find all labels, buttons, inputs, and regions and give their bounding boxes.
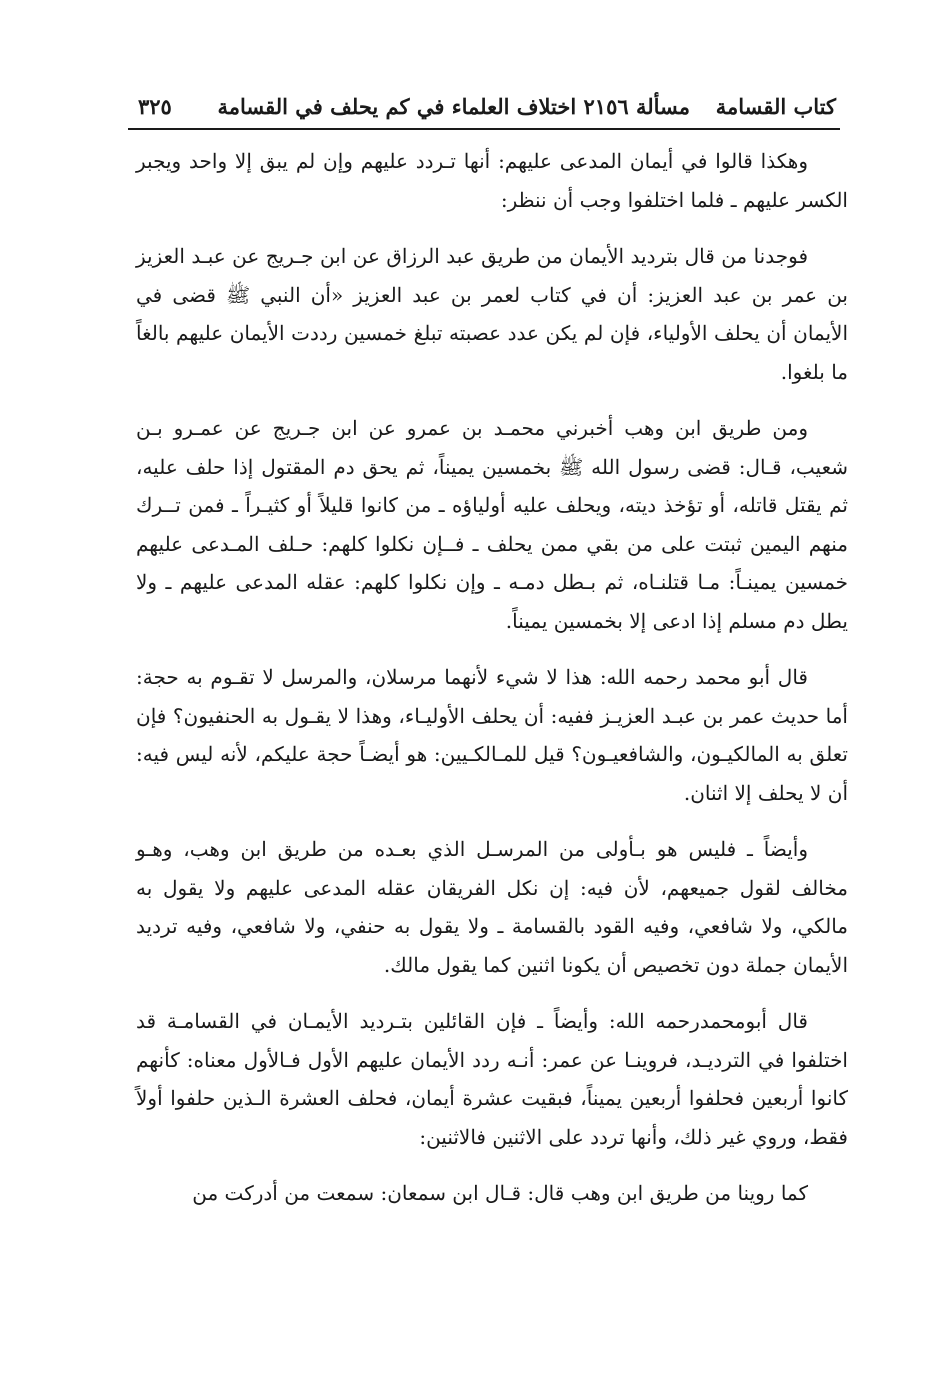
paragraph: ومن طريق ابن وهب أخبرني محمـد بن عمرو عن ابن جـريج عن عمـرو بـن شعيب، قـال: قضى رسول الله ﷺ بخمسين يميناً، ثم يحق دم المقتول إذا حلف عليه، ثم يقتل قاتله، أو تؤخذ ديته، ويحلف عليه أولياؤه ـ من كانوا قليلاً أو كثيـراً ـ فمن تــرك منهم اليمين ثبتت على من بقي ممن يحلف ـ فــإن نكلوا كلهم: حـلف المـدعى عليهم خمسين يمينـاً: مـا قتلنـاه، ثم بـطل دمـه ـ وإن نكلوا كلهم: عقله المدعى عليهم ـ ولا يطل دم مسلم إذا ادعى إلا بخمسين يميناً. [136,416,848,633]
header-book-title: كتاب القسامة [715,94,836,119]
running-header [128,86,840,130]
paragraph: وأيضاً ـ فليس هو بـأولى من المرسـل الذي بعـده من طريق ابن وهب، وهـو مخالف لقول جميعهم، لأن فيه: إن نكل الفريقان عقله المدعى عليهم ولا يقول به مالكي، ولا شافعي، وفيه القود بالقسامة ـ ولا يقول به حنفي، ولا شافعي، وفيه ترديد الأيمان جملة دون تخصيص أن يكونا اثنين كما يقول مالك. [136,837,848,977]
paragraph: كما روينا من طريق ابن وهب قال: قـال ابن سمعان: سمعت من أدركت من [192,1181,808,1205]
paragraph: فوجدنا من قال بترديد الأيمان من طريق عبد الرزاق عن ابن جـريج عن عبـد العزيز بن عمر بن عبد العزيز: أن في كتاب لعمر بن عبد العزيز «أن النبي ﷺ قضى في الأيمان أن يحلف الأولياء، فإن لم يكن عدد عصبته تبلغ خمسين رددت الأيمان عليهم بالغاً ما بلغوا. [136,244,848,384]
paragraph: وهكذا قالوا في أيمان المدعى عليهم: أنها تـردد عليهم وإن لم يبق إلا واحد ويجبر الكسر عليهم ـ فلما اختلفوا وجب أن ننظر: [136,149,848,212]
header-issue-title: مسألة ٢١٥٦ اختلاف العلماء في كم يحلف في القسامة [217,94,690,119]
page-number: ٣٢٥ [138,94,172,119]
paragraph: قال أبومحمدرحمه الله: وأيضاً ـ فإن القائلين بتـرديد الأيمـان في القسامـة قد اختلفوا في الترديـد، فروينـا عن عمر: أنـه ردد الأيمان عليهم الأول فـالأول معناه: كأنهم كانوا أربعين فحلفوا أربعين يميناً، فبقيت عشرة أيمان، فحلف العشرة الـذين حلفوا أولاً فقط، وروي غير ذلك، وأنها تردد على الاثنين فالاثنين: [136,1009,848,1149]
body-text [136,142,848,1213]
paragraph: قال أبو محمد رحمه الله: هذا لا شيء لأنهما مرسلان، والمرسل لا تقـوم به حجة: أما حديث عمر بن عبـد العزيـز ففيه: أن يحلف الأوليـاء، وهذا لا يقـول به الحنفيون؟ فإن تعلق به المالكيـون، والشافعيـون؟ قيل للمـالكـيين: هو أيضـاً حجة عليكم، لأنه ليس فيه: أن لا يحلف إلا اثنان. [136,665,848,805]
